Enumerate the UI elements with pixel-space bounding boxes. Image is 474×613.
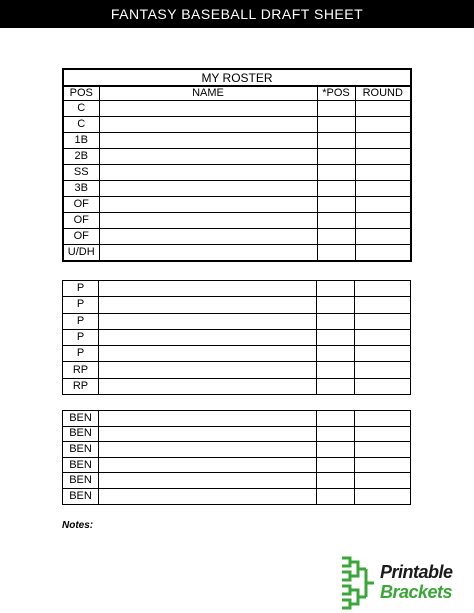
pitcher-row (63, 281, 411, 297)
name-cell[interactable] (99, 181, 317, 197)
round-cell[interactable] (355, 165, 411, 181)
round-cell[interactable] (355, 488, 411, 504)
name-cell[interactable] (99, 426, 317, 442)
logo-text-brackets: Brackets (380, 582, 453, 602)
name-cell[interactable] (99, 346, 317, 362)
position-cell: RP (63, 362, 99, 378)
roster-row (63, 133, 411, 149)
name-cell[interactable] (99, 457, 317, 473)
round-cell[interactable] (355, 411, 411, 427)
roster-row (63, 181, 411, 197)
bench-row (63, 426, 411, 442)
bench-row (63, 411, 411, 427)
pitcher-row (63, 362, 411, 378)
roster-row (63, 117, 411, 133)
position-cell: U/DH (63, 245, 99, 262)
pitcher-row (63, 313, 411, 329)
round-cell[interactable] (355, 297, 411, 313)
position-cell: P (63, 281, 99, 297)
position-cell: P (63, 313, 99, 329)
round-cell[interactable] (355, 329, 411, 345)
star-pos-cell[interactable] (317, 297, 355, 313)
round-cell[interactable] (355, 442, 411, 458)
position-cell: BEN (63, 473, 99, 489)
position-cell: 1B (63, 133, 99, 149)
star-pos-cell[interactable] (317, 229, 355, 245)
name-cell[interactable] (99, 313, 317, 329)
star-pos-cell[interactable] (317, 101, 355, 117)
round-cell[interactable] (355, 133, 411, 149)
star-pos-cell[interactable] (317, 426, 355, 442)
name-cell[interactable] (99, 378, 317, 394)
pitcher-row (63, 329, 411, 345)
bench-row (63, 473, 411, 489)
logo-text-printable: Printable (380, 562, 453, 582)
bench-row (63, 457, 411, 473)
star-pos-cell[interactable] (317, 149, 355, 165)
name-cell[interactable] (99, 165, 317, 181)
name-cell[interactable] (99, 213, 317, 229)
roster-table (62, 68, 412, 262)
star-pos-cell[interactable] (317, 411, 355, 427)
position-cell: OF (63, 213, 99, 229)
round-cell[interactable] (355, 426, 411, 442)
bench-row (63, 488, 411, 504)
name-cell[interactable] (99, 488, 317, 504)
column-header-name: NAME (99, 86, 317, 101)
round-cell[interactable] (355, 281, 411, 297)
name-cell[interactable] (99, 245, 317, 262)
position-cell: P (63, 297, 99, 313)
roster-row (63, 229, 411, 245)
star-pos-cell[interactable] (317, 213, 355, 229)
sheet-title: FANTASY BASEBALL DRAFT SHEET (110, 6, 364, 22)
round-cell[interactable] (355, 213, 411, 229)
star-pos-cell[interactable] (317, 346, 355, 362)
round-cell[interactable] (355, 117, 411, 133)
name-cell[interactable] (99, 473, 317, 489)
pitcher-row (63, 378, 411, 394)
roster-row (63, 245, 411, 262)
position-cell: C (63, 117, 99, 133)
round-cell[interactable] (355, 346, 411, 362)
star-pos-cell[interactable] (317, 117, 355, 133)
round-cell[interactable] (355, 245, 411, 262)
column-header-pos: POS (63, 86, 99, 101)
position-cell: P (63, 346, 99, 362)
name-cell[interactable] (99, 101, 317, 117)
position-cell: OF (63, 229, 99, 245)
position-cell: BEN (63, 411, 99, 427)
column-header-star-pos: *POS (317, 86, 355, 101)
star-pos-cell[interactable] (317, 313, 355, 329)
star-pos-cell[interactable] (317, 457, 355, 473)
name-cell[interactable] (99, 411, 317, 427)
name-cell[interactable] (99, 197, 317, 213)
position-cell: 3B (63, 181, 99, 197)
bench-table (62, 410, 411, 505)
round-cell[interactable] (355, 149, 411, 165)
pitcher-row (63, 346, 411, 362)
pitcher-row (63, 297, 411, 313)
roster-row (63, 197, 411, 213)
roster-row (63, 165, 411, 181)
name-cell[interactable] (99, 133, 317, 149)
star-pos-cell[interactable] (317, 473, 355, 489)
round-cell[interactable] (355, 313, 411, 329)
name-cell[interactable] (99, 281, 317, 297)
printable-brackets-logo (340, 554, 470, 610)
sheet-header (0, 0, 474, 28)
star-pos-cell[interactable] (317, 245, 355, 262)
position-cell: P (63, 329, 99, 345)
round-cell[interactable] (355, 197, 411, 213)
star-pos-cell[interactable] (317, 362, 355, 378)
position-cell: RP (63, 378, 99, 394)
name-cell[interactable] (99, 229, 317, 245)
name-cell[interactable] (99, 149, 317, 165)
position-cell: BEN (63, 457, 99, 473)
position-cell: 2B (63, 149, 99, 165)
star-pos-cell[interactable] (317, 329, 355, 345)
roster-row (63, 149, 411, 165)
name-cell[interactable] (99, 329, 317, 345)
round-cell[interactable] (355, 457, 411, 473)
name-cell[interactable] (99, 117, 317, 133)
position-cell: OF (63, 197, 99, 213)
round-cell[interactable] (355, 473, 411, 489)
position-cell: C (63, 101, 99, 117)
round-cell[interactable] (355, 378, 411, 394)
star-pos-cell[interactable] (317, 488, 355, 504)
pitchers-table (62, 280, 411, 395)
star-pos-cell[interactable] (317, 133, 355, 149)
notes-label: Notes: (62, 520, 94, 531)
star-pos-cell[interactable] (317, 281, 355, 297)
position-cell: BEN (63, 442, 99, 458)
roster-title: MY ROSTER (63, 69, 411, 86)
position-cell: BEN (63, 488, 99, 504)
roster-row (63, 101, 411, 117)
bracket-logo-icon (340, 554, 380, 610)
name-cell[interactable] (99, 362, 317, 378)
star-pos-cell[interactable] (317, 165, 355, 181)
star-pos-cell[interactable] (317, 181, 355, 197)
bench-row (63, 442, 411, 458)
position-cell: SS (63, 165, 99, 181)
round-cell[interactable] (355, 362, 411, 378)
round-cell[interactable] (355, 181, 411, 197)
star-pos-cell[interactable] (317, 442, 355, 458)
name-cell[interactable] (99, 442, 317, 458)
star-pos-cell[interactable] (317, 378, 355, 394)
name-cell[interactable] (99, 297, 317, 313)
round-cell[interactable] (355, 101, 411, 117)
column-header-round: ROUND (355, 86, 411, 101)
roster-row (63, 213, 411, 229)
round-cell[interactable] (355, 229, 411, 245)
star-pos-cell[interactable] (317, 197, 355, 213)
position-cell: BEN (63, 426, 99, 442)
